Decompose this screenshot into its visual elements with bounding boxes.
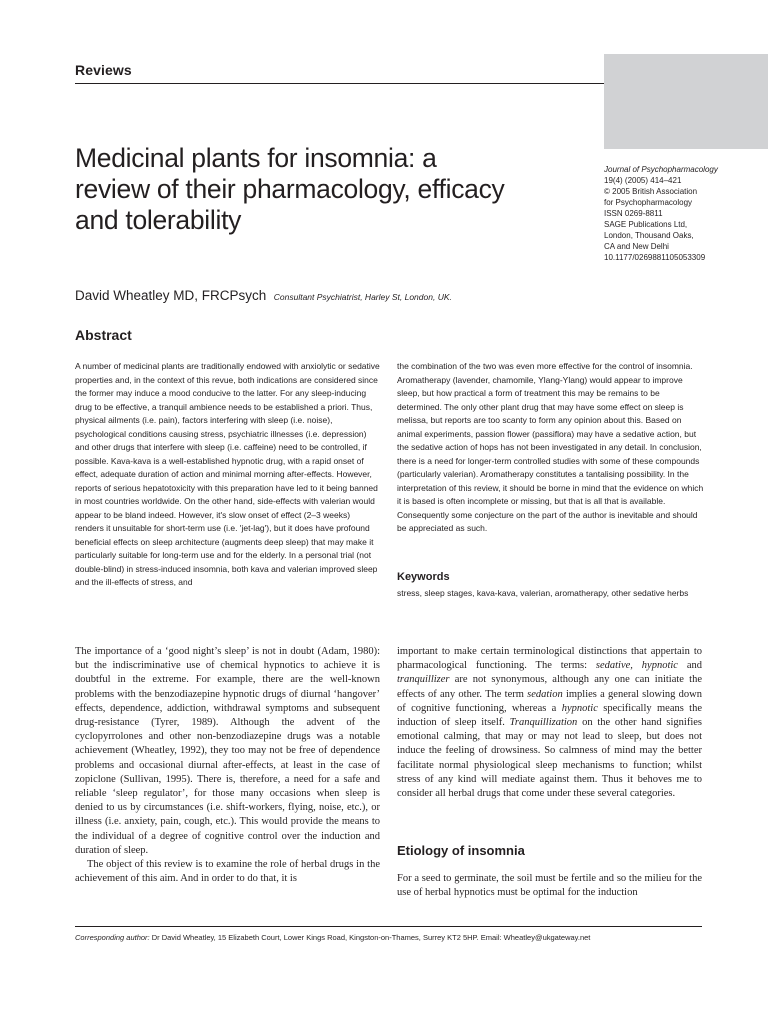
keywords-text: stress, sleep stages, kava-kava, valerian, aromatherapy, other sedative herbs [397, 588, 689, 598]
doi-line: 10.1177/0269881105053309 [604, 253, 706, 262]
body-text: specifically means the induction of sleep itself. [397, 702, 702, 729]
body-paragraph: The object of this review is to examine the role of herbal drugs in the achievement of this aim. And in order to do that, it is [75, 859, 380, 885]
italic-term: hypnotic [561, 702, 598, 714]
body-text: implies a general slowing down of cognitive functioning, whereas a [397, 688, 702, 714]
italic-term: sedation [527, 688, 563, 700]
body-paragraph: The importance of a ‘good night’s sleep’ is not in doubt (Adam, 1980): but the indiscriminative use of chemical hypnotics to achieve it is doubtful in the extreme. For example, there are the well-known problems with the benzodiazepine hypnotic drugs of diurnal ‘hangover’ effects, dependence, addiction, withdrawal symptoms and subsequent drug-resistance (Tyrer, 1989). Although the advent of the cyclopyrrolones and other non-benzodiazepine drugs was a notable achievement (Wheatley, 1992), they too may not be free of dependence problems and occasional diurnal after-effects, at least in the case of zopiclone (Sullivan, 1995). There is, therefore, a need for a safe and reliable ‘sleep regulator’, for those many occasions when sleep is denied to us by circumstances (i.e. shift-workers, flying, noise, etc.), or illness (i.e. anxiety, pain, cough, etc.). This would provide the means to the individual of a degree of cognitive control over the induction and duration of sleep. [75, 646, 380, 856]
author-line [75, 287, 452, 305]
journal-info-line: for Psychopharmacology [604, 198, 693, 207]
abstract-heading: Abstract [75, 327, 132, 343]
body-text: are not synonymous, although any one can initiate the effects of any other. The term [397, 674, 702, 700]
footnote-rule [75, 926, 702, 927]
body-column-left [75, 645, 380, 886]
journal-info-line: ISSN 0269-8811 [604, 209, 663, 218]
body-text: and [677, 660, 702, 672]
abstract-text-right: the combination of the two was even more effective for the control of insomnia. Aromatherapy (lavender, chamomile, Ylang-Ylang) would appear to improve sleep, but how practical a form of treatment this may be remains to be determined. The only other plant drug that may have some effect on sleep is melissa, but reports are too scanty to form any opinion about this. Based on animal experiments, passion flower (passiflora) may have a sedative action, but the sedative action of hops has not been investigated in any detail. In conclusion, there is a need for longer-term controlled studies with some of these compounds (particularly valerian). Aromatherapy constitutes a tantalising possibility. In the interpretation of this review, it should be borne in mind that the evidence on which it is based is often incomplete or missing, but that is all that is available. Consequently some conjecture on the part of the author is inevitable and should be appreciated as such. [397, 361, 704, 533]
journal-info-line: 19(4) (2005) 414–421 [604, 176, 682, 185]
body-paragraph [397, 645, 702, 801]
body-text: on the other hand signifies emotional calming, that may or may not lead to sleep, but does not induce the feeling of drowsiness. So calmness of mind may the better facilitate normal physiological sleep mechanisms to function; whilst stress of any kind will mediate against them. Thus it behoves me to consider all herbal drugs that come under these several categories. [397, 717, 702, 800]
header-grey-box [604, 54, 768, 149]
footnote-label: Corresponding author: [75, 933, 150, 942]
etiology-heading: Etiology of insomnia [397, 843, 525, 858]
abstract-text-left: A number of medicinal plants are traditionally endowed with anxiolytic or sedative properties and, in the context of this revue, both indications are considered since the former may induce a mood conducive to the latter. For any sleep-inducing drug to be effective, a tranquil ambience needs to be established a priori. Thus, physical ailments (i.e. pain), factors interfering with sleep (i.e. noise), psychological conditions causing stress, psychiatric illnesses (i.e. depression) and other drugs that interfere with sleep (i.e. caffeine) need to be controlled, if possible. Kava-kava is a well-established hypnotic drug, with a rapid onset of effect, adequate duration of action and minimal morning after-effects. However, reports of serious hepatotoxicity with this preparation have led to it being banned in most countries worldwide. On the other hand, side-effects with valerian would appear to be bland indeed. However, it's slow onset of effect (2–3 weeks) renders it unsuitable for short-term use (i.e. 'jet-lag'), but it does have profound beneficial effects on sleep architecture (augments deep sleep) that may make it particularly suitable for long-term use and for the elderly. In a personal trial (not double-blind) in stress-induced insomnia, both kava and valerian improved sleep and the ill-effects of stress, and [75, 361, 380, 587]
header-rule [75, 83, 605, 84]
italic-term: tranquillizer [397, 674, 450, 686]
footnote-text: Dr David Wheatley, 15 Elizabeth Court, Lower Kings Road, Kingston-on-Thames, Surrey KT2 5HP. Email: Wheatley@ukgateway.net [149, 933, 591, 942]
keywords-heading: Keywords [397, 571, 450, 583]
journal-info-line: SAGE Publications Ltd, [604, 220, 688, 229]
author-name: David Wheatley MD, FRCPsych [75, 288, 267, 303]
journal-info-line: CA and New Delhi [604, 242, 669, 251]
section-label: Reviews [75, 62, 132, 78]
journal-info-line: © 2005 British Association [604, 187, 698, 196]
body-column-right [397, 645, 702, 801]
journal-info-line: London, Thousand Oaks, [604, 231, 694, 240]
body-text: important to make certain terminological distinctions that appertain to pharmacological functioning. The terms: [397, 646, 702, 672]
article-title: Medicinal plants for insomnia: a review of their pharmacology, efficacy and tolerability [75, 143, 505, 235]
italic-term: Tranquillization [509, 717, 578, 729]
author-affiliation: Consultant Psychiatrist, Harley St, London, UK. [273, 292, 452, 302]
journal-name: Journal of Psychopharmacology [604, 165, 718, 174]
italic-term: sedative, hypnotic [595, 660, 678, 672]
body-paragraph: For a seed to germinate, the soil must be fertile and so the milieu for the use of herbal hypnotics must be optimal for the induction [397, 873, 702, 899]
footnote [75, 933, 590, 942]
journal-info [604, 164, 764, 263]
